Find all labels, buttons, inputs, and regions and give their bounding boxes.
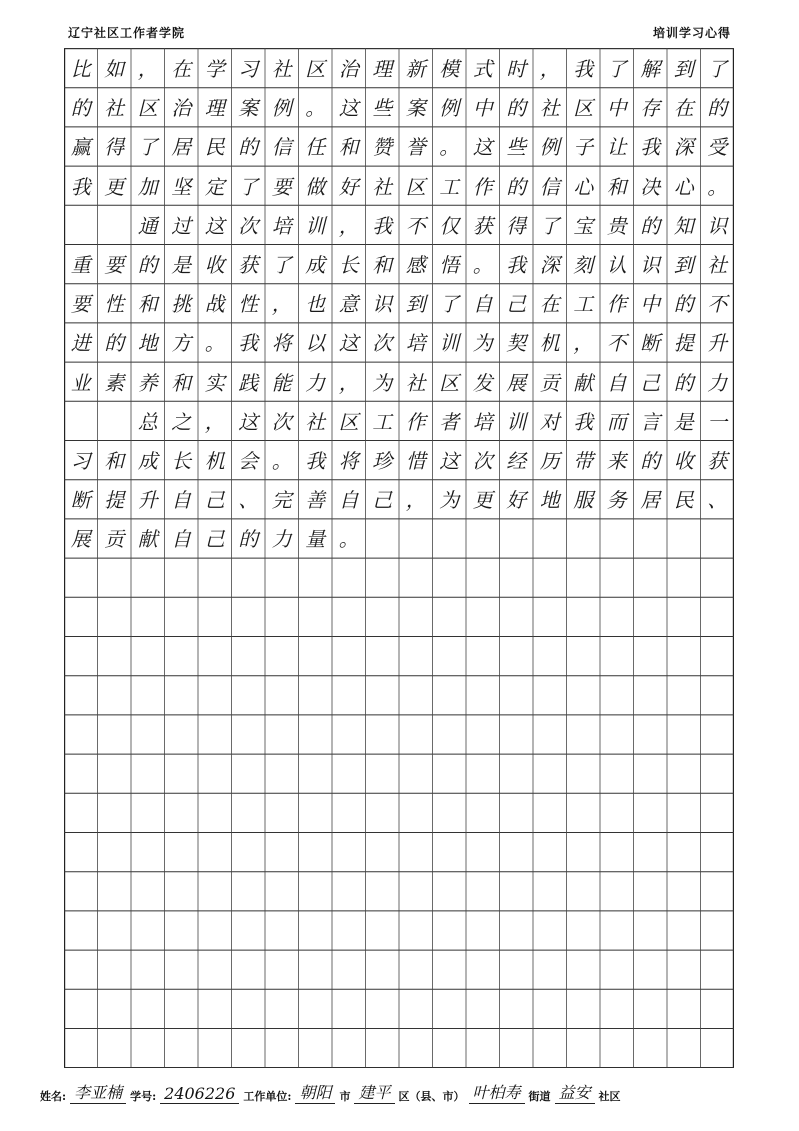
char-cell: 治 (171, 96, 192, 121)
char-cell: 些 (506, 135, 527, 160)
char-cell: 中 (640, 292, 661, 317)
id-value: 2406226 (160, 1084, 239, 1104)
char-cell: 战 (204, 292, 225, 317)
char-cell: 式 (472, 57, 493, 81)
char-cell: 为 (439, 488, 460, 513)
char-cell: 培 (271, 213, 292, 238)
char-cell: 次 (372, 331, 393, 356)
char-cell: 的 (238, 527, 259, 552)
char-cell: 社 (372, 174, 393, 199)
char-cell: 得 (506, 213, 527, 238)
char-cell: 会 (238, 449, 259, 473)
char-cell: 性 (104, 292, 125, 317)
char-cell: 献 (137, 527, 158, 552)
text-line (64, 245, 734, 283)
char-cell: 次 (271, 409, 292, 434)
char-cell: ， (137, 57, 158, 81)
char-cell: 完 (271, 488, 292, 513)
char-cell: 言 (640, 409, 661, 434)
char-cell: 我 (506, 253, 527, 277)
char-cell: 加 (137, 174, 158, 199)
char-cell: 一 (707, 409, 728, 434)
char-cell: 自 (606, 370, 627, 395)
char-cell: 心 (673, 174, 694, 199)
char-cell: 居 (640, 488, 661, 513)
unit-label: 工作单位: (243, 1090, 292, 1103)
text-line (64, 206, 734, 244)
char-cell: 好 (338, 174, 359, 199)
char-cell: 在 (171, 57, 192, 81)
char-cell: 中 (606, 96, 627, 121)
char-cell: ， (539, 57, 560, 81)
char-cell: 素 (104, 370, 125, 395)
char-cell: 己 (640, 370, 661, 395)
char-cell: 和 (606, 174, 627, 199)
char-cell: 挑 (171, 292, 192, 317)
char-cell: 存 (640, 96, 661, 121)
char-cell: 信 (539, 174, 560, 199)
char-cell: 践 (238, 370, 259, 395)
char-cell: 。 (439, 135, 460, 160)
name-label: 姓名: (40, 1090, 67, 1103)
char-cell: 收 (673, 449, 694, 473)
writing-grid (64, 48, 734, 1068)
char-cell: 不 (606, 331, 627, 356)
char-cell: 发 (472, 370, 493, 395)
char-cell: 在 (673, 96, 694, 121)
char-cell: 训 (305, 213, 326, 238)
text-line (64, 323, 734, 361)
char-cell: 。 (305, 96, 326, 121)
char-cell: 子 (573, 135, 594, 160)
student-info-footer (40, 1080, 739, 1104)
char-cell: 例 (439, 96, 460, 121)
city-value: 朝阳 (295, 1080, 335, 1104)
char-cell: 总 (137, 409, 158, 434)
char-cell: 贡 (104, 527, 125, 552)
char-cell: 对 (539, 409, 560, 434)
char-cell: 将 (271, 331, 292, 356)
char-cell: 进 (70, 331, 91, 356)
char-cell: 社 (405, 370, 426, 395)
char-cell: 断 (640, 331, 661, 356)
text-line (64, 49, 734, 87)
char-cell: 不 (405, 213, 426, 238)
text-line (64, 480, 734, 518)
char-cell: 深 (673, 135, 694, 160)
char-cell: 次 (238, 213, 259, 238)
char-cell: 贡 (539, 370, 560, 395)
char-cell: 培 (472, 409, 493, 434)
char-cell: 识 (707, 213, 728, 238)
char-cell: 升 (707, 331, 728, 356)
char-cell: 宝 (573, 213, 594, 238)
char-cell: 信 (271, 135, 292, 160)
char-cell: 比 (70, 57, 91, 81)
char-cell: 力 (707, 370, 728, 395)
text-line (64, 284, 734, 322)
char-cell: 要 (70, 292, 91, 317)
char-cell: 是 (673, 409, 694, 434)
char-cell: 学 (204, 57, 225, 81)
char-cell: 量 (305, 527, 326, 552)
char-cell: 模 (439, 57, 460, 81)
text-line (64, 127, 734, 165)
char-cell: 和 (372, 253, 393, 277)
char-cell: 为 (472, 331, 493, 356)
char-cell: 。 (204, 331, 225, 356)
char-cell: 断 (70, 488, 91, 513)
page-header (68, 22, 731, 42)
char-cell: 在 (539, 292, 560, 317)
text-line (64, 402, 734, 440)
char-cell: 决 (640, 174, 661, 199)
char-cell (64, 402, 98, 440)
char-cell: 契 (506, 331, 527, 356)
char-cell: 作 (606, 292, 627, 317)
char-cell: 中 (472, 96, 493, 121)
char-cell: 长 (171, 449, 192, 473)
char-cell: 之 (171, 409, 192, 434)
char-cell: 得 (104, 135, 125, 160)
char-cell: 训 (439, 331, 460, 356)
char-cell: 我 (640, 135, 661, 160)
char-cell: 理 (204, 96, 225, 121)
text-line (64, 441, 734, 479)
char-cell: ， (271, 292, 292, 317)
char-cell: 我 (573, 57, 594, 81)
char-cell: 作 (405, 409, 426, 434)
char-cell: 业 (70, 370, 91, 395)
char-cell: 过 (171, 213, 192, 238)
char-cell: ， (338, 370, 359, 395)
char-cell: 方 (171, 331, 192, 356)
char-cell: 我 (70, 174, 91, 199)
char-cell: 到 (673, 57, 694, 81)
char-cell: 做 (305, 174, 326, 199)
char-cell: ， (573, 331, 594, 356)
char-cell: 的 (137, 253, 158, 277)
char-cell: 区 (137, 96, 158, 121)
char-cell: 以 (305, 331, 326, 356)
char-cell: 了 (439, 292, 460, 317)
char-cell: 习 (70, 449, 91, 473)
char-cell: 实 (204, 370, 225, 395)
char-cell: 是 (171, 253, 192, 277)
district-value: 建平 (354, 1080, 394, 1104)
char-cell: 意 (338, 292, 359, 317)
char-cell: 社 (707, 253, 728, 277)
char-cell: 展 (70, 527, 91, 552)
char-cell: 成 (305, 253, 326, 277)
char-cell: 了 (539, 213, 560, 238)
char-cell: 性 (238, 292, 259, 317)
char-cell: 例 (271, 96, 292, 121)
city-label: 市 (339, 1090, 351, 1103)
char-cell: 通 (137, 213, 158, 238)
text-line (64, 519, 366, 557)
char-cell: 。 (472, 253, 493, 277)
char-cell: 养 (137, 370, 158, 395)
char-cell: 善 (305, 488, 326, 513)
char-cell: 力 (305, 370, 326, 395)
char-cell: 我 (238, 331, 259, 356)
char-cell: 工 (372, 409, 393, 434)
char-cell: 和 (338, 135, 359, 160)
char-cell: 我 (305, 449, 326, 473)
char-cell: 的 (707, 96, 728, 121)
char-cell: 解 (640, 57, 661, 81)
char-cell: 机 (539, 331, 560, 356)
char-cell: 者 (439, 409, 460, 434)
char-cell: 、 (707, 488, 728, 513)
char-cell: 社 (539, 96, 560, 121)
char-cell: 这 (338, 96, 359, 121)
char-cell: 仅 (439, 213, 460, 238)
char-cell: 区 (573, 96, 594, 121)
char-cell: 己 (372, 488, 393, 513)
char-cell: ， (204, 409, 225, 434)
char-cell: 培 (405, 331, 426, 356)
char-cell: 地 (539, 488, 560, 513)
char-cell: 历 (539, 449, 560, 473)
char-cell: 区 (338, 409, 359, 434)
char-cell: 区 (439, 370, 460, 395)
char-cell: 力 (271, 527, 292, 552)
char-cell: 展 (506, 370, 527, 395)
char-cell: 了 (707, 57, 728, 81)
char-cell: 自 (171, 527, 192, 552)
char-cell: 治 (338, 57, 359, 81)
char-cell (98, 402, 132, 440)
char-cell: 定 (204, 174, 225, 199)
char-cell: 珍 (372, 449, 393, 473)
community-value: 益安 (555, 1080, 595, 1104)
char-cell: 收 (204, 253, 225, 277)
char-cell: 理 (372, 57, 393, 81)
char-cell: 。 (338, 527, 359, 552)
char-cell: 将 (338, 449, 359, 473)
char-cell: 而 (606, 409, 627, 434)
char-cell: 。 (271, 449, 292, 473)
char-cell: 案 (405, 96, 426, 121)
char-cell: 到 (405, 292, 426, 317)
char-cell: 的 (673, 292, 694, 317)
char-cell: 、 (238, 488, 259, 513)
char-cell: 的 (506, 174, 527, 199)
char-cell: 的 (640, 213, 661, 238)
char-cell: 这 (204, 213, 225, 238)
char-cell: 升 (137, 488, 158, 513)
char-cell: 这 (472, 135, 493, 160)
char-cell: 区 (405, 174, 426, 199)
char-cell: 也 (305, 292, 326, 317)
char-cell: 工 (573, 292, 594, 317)
char-cell: 献 (573, 370, 594, 395)
name-value: 李亚楠 (70, 1080, 126, 1104)
char-cell: 了 (238, 174, 259, 199)
char-cell: 长 (338, 253, 359, 277)
char-cell: 新 (405, 57, 426, 81)
char-cell: 这 (338, 331, 359, 356)
char-cell: 的 (70, 96, 91, 121)
char-cell: 例 (539, 135, 560, 160)
char-cell: 些 (372, 96, 393, 121)
char-cell: 己 (204, 527, 225, 552)
char-cell: 我 (372, 213, 393, 238)
char-cell: 这 (238, 409, 259, 434)
char-cell: 自 (171, 488, 192, 513)
char-cell: 要 (271, 174, 292, 199)
char-cell: 心 (573, 174, 594, 199)
char-cell: 自 (472, 292, 493, 317)
char-cell: 案 (238, 96, 259, 121)
char-cell: 深 (539, 253, 560, 277)
char-cell: ， (338, 213, 359, 238)
char-cell: 来 (606, 449, 627, 473)
char-cell: 时 (506, 57, 527, 81)
char-cell: 务 (606, 488, 627, 513)
char-cell: 民 (204, 135, 225, 160)
char-cell: 要 (104, 253, 125, 277)
street-value: 叶柏寿 (469, 1080, 525, 1104)
char-cell: 。 (707, 174, 728, 199)
char-cell: 能 (271, 370, 292, 395)
char-cell: ， (405, 488, 426, 513)
char-cell: 机 (204, 449, 225, 473)
char-cell: 知 (673, 213, 694, 238)
char-cell: 己 (506, 292, 527, 317)
id-label: 学号: (130, 1090, 157, 1103)
char-cell: 的 (640, 449, 661, 473)
char-cell: 区 (305, 57, 326, 81)
char-cell: 刻 (573, 253, 594, 277)
char-cell: 获 (472, 213, 493, 238)
char-cell: 社 (305, 409, 326, 434)
char-cell: 民 (673, 488, 694, 513)
text-line (64, 167, 734, 205)
char-cell: 这 (439, 449, 460, 473)
char-cell: 识 (640, 253, 661, 277)
char-cell: 了 (606, 57, 627, 81)
char-cell: 了 (271, 253, 292, 277)
char-cell: 提 (104, 488, 125, 513)
char-cell: 社 (271, 57, 292, 81)
char-cell: 获 (238, 253, 259, 277)
char-cell: 经 (506, 449, 527, 473)
char-cell: 了 (137, 135, 158, 160)
char-cell: 惜 (405, 449, 426, 473)
char-cell: 的 (673, 370, 694, 395)
char-cell: 让 (606, 135, 627, 160)
char-cell: 地 (137, 331, 158, 356)
char-cell: 成 (137, 449, 158, 473)
char-cell: 悟 (439, 253, 460, 277)
community-label: 社区 (598, 1090, 621, 1103)
char-cell: 获 (707, 449, 728, 473)
char-cell: 任 (305, 135, 326, 160)
char-cell: 和 (104, 449, 125, 473)
char-cell (98, 206, 132, 244)
char-cell: 的 (238, 135, 259, 160)
char-cell: 重 (70, 253, 91, 277)
char-cell: 服 (573, 488, 594, 513)
char-cell: 社 (104, 96, 125, 121)
char-cell: 更 (104, 174, 125, 199)
char-cell: 次 (472, 449, 493, 473)
char-cell: 工 (439, 174, 460, 199)
document-type: 培训学习心得 (652, 25, 731, 40)
char-cell: 认 (606, 253, 627, 277)
char-cell: 训 (506, 409, 527, 434)
char-cell: 赞 (372, 135, 393, 160)
char-cell: 坚 (171, 174, 192, 199)
char-cell: 不 (707, 292, 728, 317)
char-cell: 作 (472, 174, 493, 199)
char-cell: 带 (573, 449, 594, 473)
char-cell (64, 206, 98, 244)
char-cell: 的 (506, 96, 527, 121)
char-cell: 习 (238, 57, 259, 81)
institute-name: 辽宁社区工作者学院 (68, 25, 186, 40)
char-cell: 好 (506, 488, 527, 513)
char-cell: 到 (673, 253, 694, 277)
char-cell: 我 (573, 409, 594, 434)
district-label: 区（县、市） (398, 1090, 465, 1103)
char-cell: 自 (338, 488, 359, 513)
char-cell: 感 (405, 253, 426, 277)
char-cell: 和 (137, 292, 158, 317)
char-cell: 如 (104, 57, 125, 81)
char-cell: 己 (204, 488, 225, 513)
char-cell: 贵 (606, 213, 627, 238)
char-cell: 誉 (405, 135, 426, 160)
char-cell: 受 (707, 135, 728, 160)
char-cell: 的 (104, 331, 125, 356)
char-cell: 为 (372, 370, 393, 395)
char-cell: 居 (171, 135, 192, 160)
char-cell: 和 (171, 370, 192, 395)
text-line (64, 363, 734, 401)
char-cell: 提 (673, 331, 694, 356)
char-cell: 赢 (70, 135, 91, 160)
text-line (64, 88, 734, 126)
street-label: 街道 (528, 1090, 551, 1103)
char-cell: 识 (372, 292, 393, 317)
char-cell: 更 (472, 488, 493, 513)
